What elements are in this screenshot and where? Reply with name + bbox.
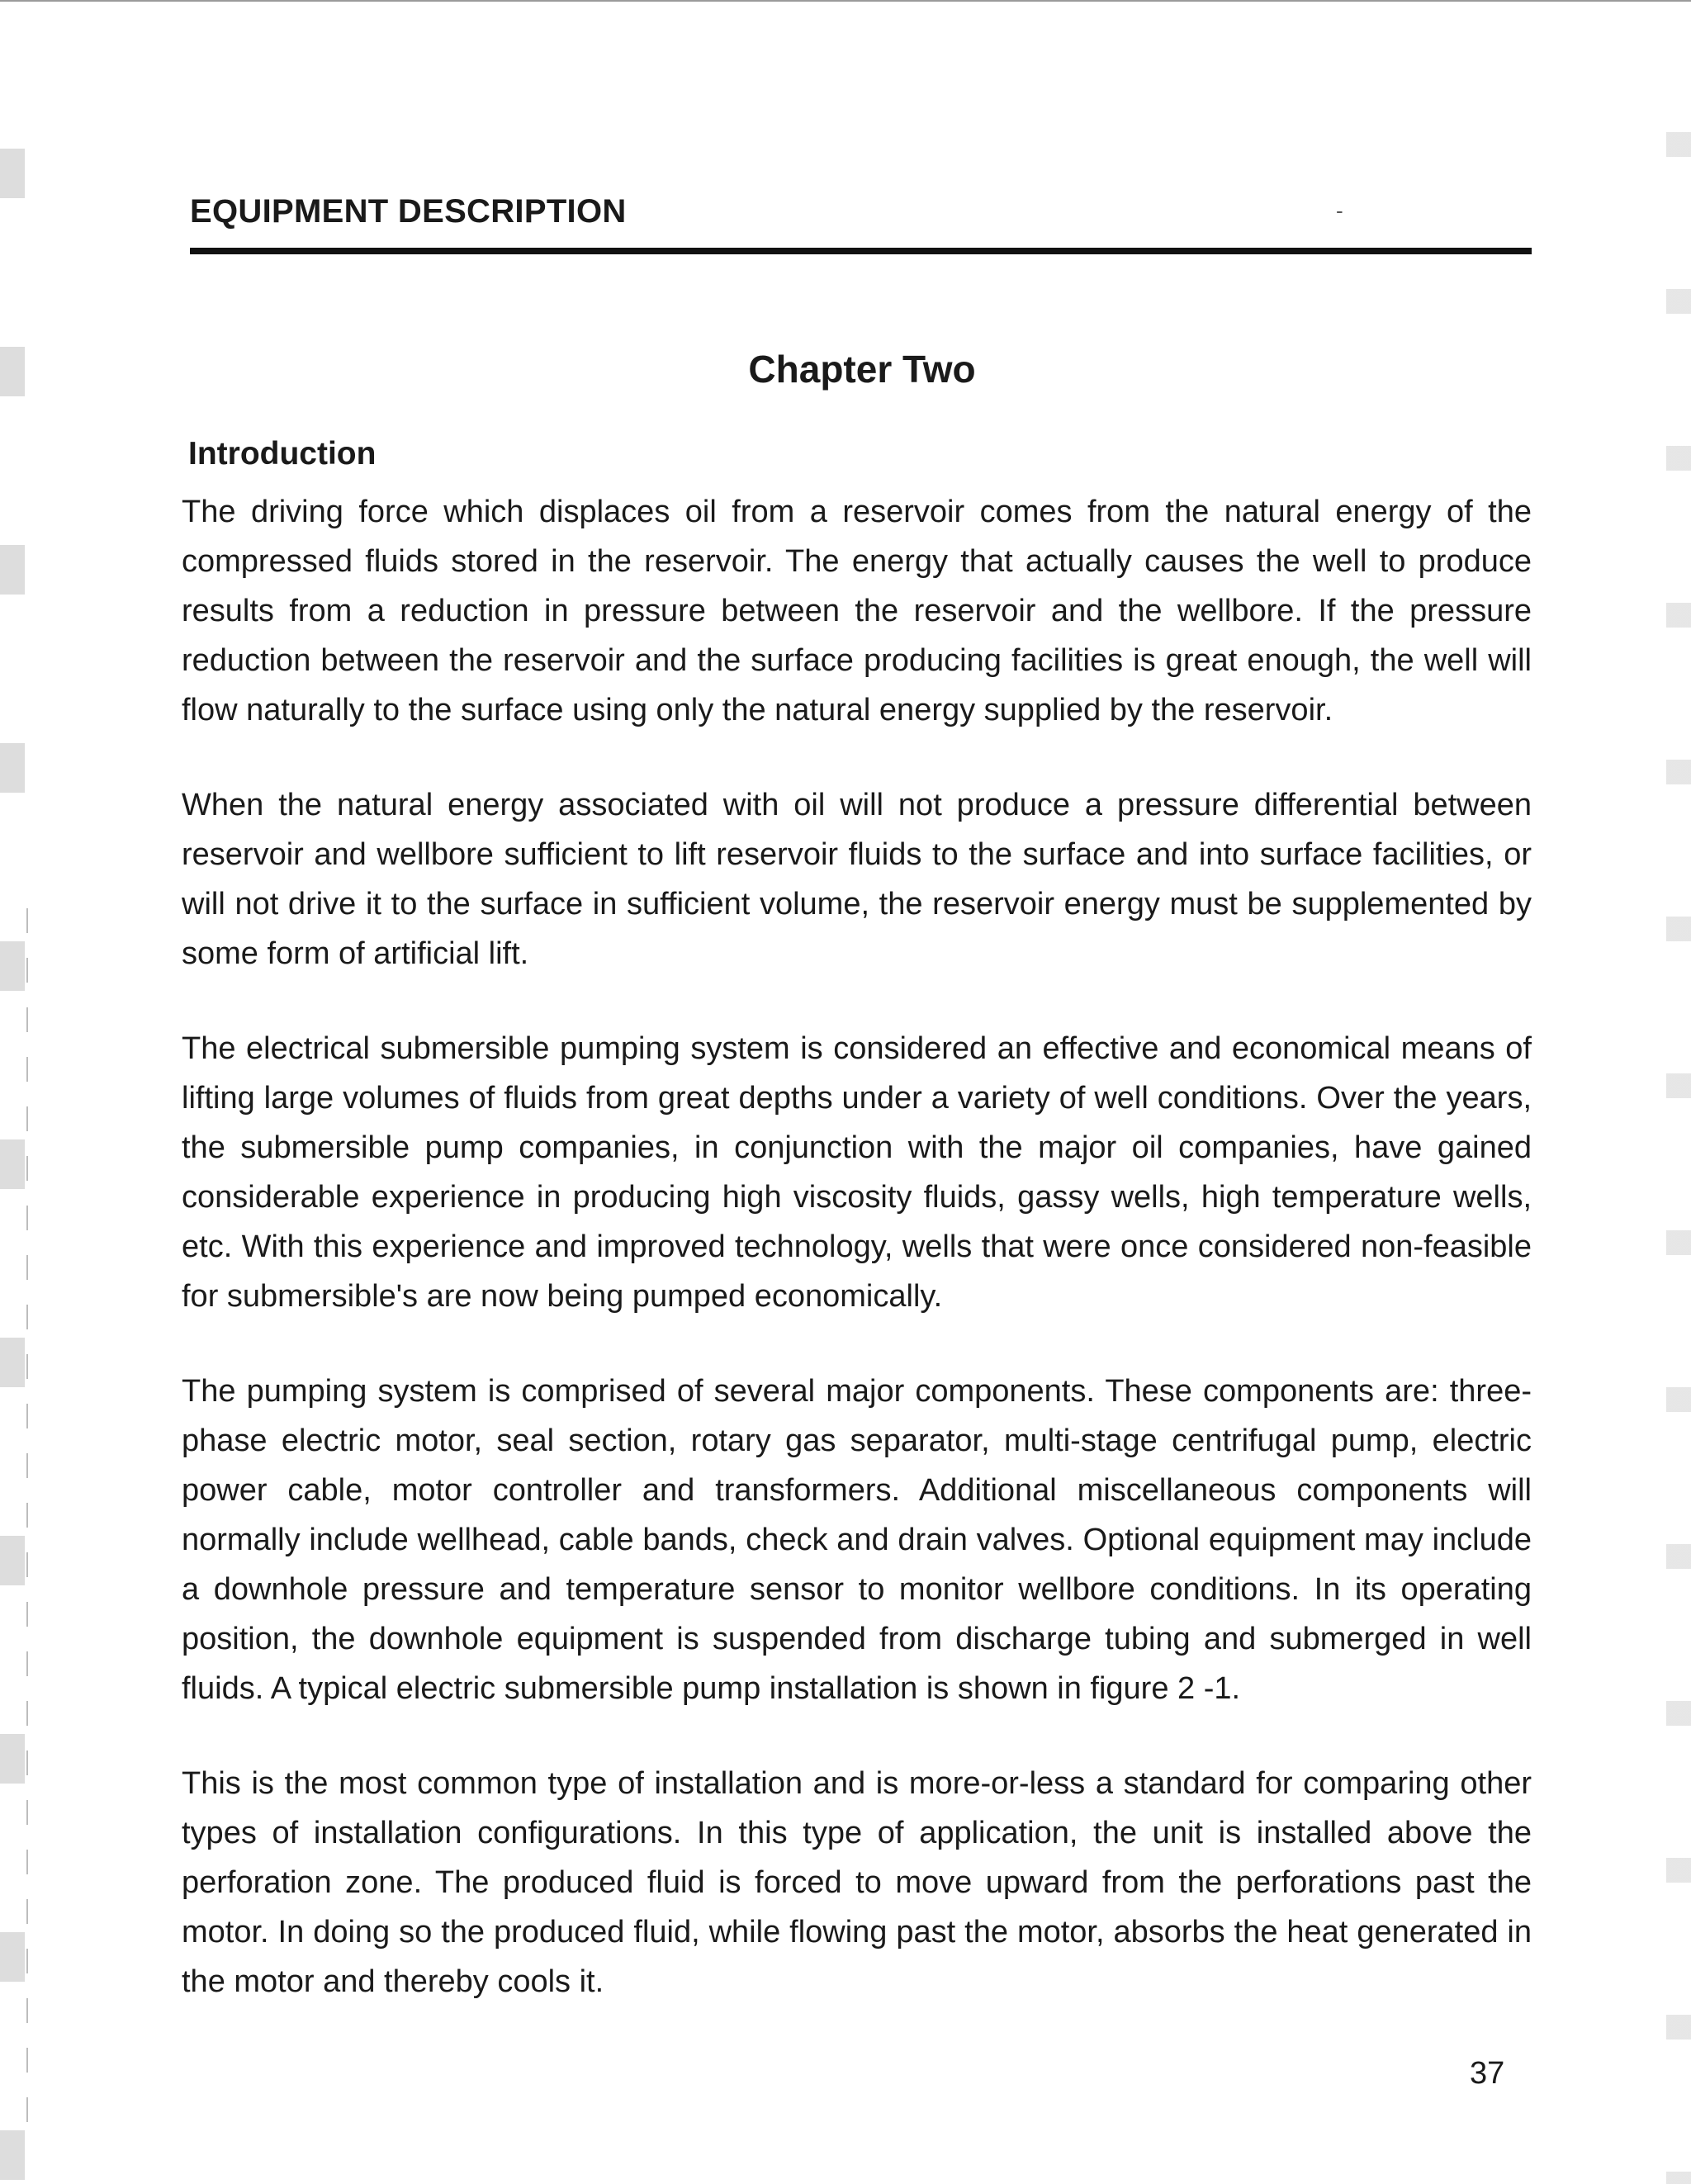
header-rule xyxy=(190,248,1532,254)
paragraph-3: The electrical submersible pumping system is considered an effective and economical means of lifting large volumes of fluids from great depths under a variety of well conditions. Over the years, the submersible pump companies, in conjunction with the major oil companies, have gained considerable experience in producing high viscosity fluids, gassy wells, high temperature wells, etc. With this experience and improved technology, wells that were once considered non-feasible for submersible's are now being pumped economically. xyxy=(182,1031,1532,1314)
paragraph-5: This is the most common type of installation and is more-or-less a standard for comparing other types of installation configurations. In this type of application, the unit is installed above the perforation zone. The produced fluid is forced to move upward from the perforations past the motor. In doing so the produced fluid, while flowing past the motor, absorbs the heat generated in the motor and thereby cools it. xyxy=(182,1766,1532,1999)
scan-mark: - xyxy=(1336,198,1343,223)
scan-edge-line xyxy=(0,0,1691,2)
chapter-title: Chapter Two xyxy=(748,348,976,391)
running-header: EQUIPMENT DESCRIPTION xyxy=(190,193,627,230)
section-heading: Introduction xyxy=(188,436,377,471)
body-text xyxy=(182,487,1532,2052)
scan-margin-left xyxy=(0,0,25,2184)
page-number: 37 xyxy=(1470,2056,1505,2091)
scan-margin-right xyxy=(1666,0,1691,2184)
paragraph-2: When the natural energy associated with oil will not produce a pressure differential between reservoir and wellbore sufficient to lift reservoir fluids to the surface and into surface facilities, or will not drive it to the surface in sufficient volume, the reservoir energy must be supplemented by some form of artificial lift. xyxy=(182,788,1532,971)
paragraph-1: The driving force which displaces oil from a reservoir comes from the natural energy of the compressed fluids stored in the reservoir. The energy that actually causes the well to produce results from a reduction in pressure between the reservoir and the wellbore. If the pressure reduction between the reservoir and the surface producing facilities is great enough, the well will flow naturally to the surface using only the natural energy supplied by the reservoir. xyxy=(182,495,1532,727)
paragraph-4: The pumping system is comprised of several major components. These components are: three-phase electric motor, seal section, rotary gas separator, multi-stage centrifugal pump, electric power cable, motor controller and transformers. Additional miscellaneous components will normally include wellhead, cable bands, check and drain valves. Optional equipment may include a downhole pressure and temperature sensor to monitor wellbore conditions. In its operating position, the downhole equipment is suspended from discharge tubing and submerged in well fluids. A typical electric submersible pump installation is shown in figure 2 -1. xyxy=(182,1374,1532,1706)
scan-margin-left-line xyxy=(26,908,28,2147)
